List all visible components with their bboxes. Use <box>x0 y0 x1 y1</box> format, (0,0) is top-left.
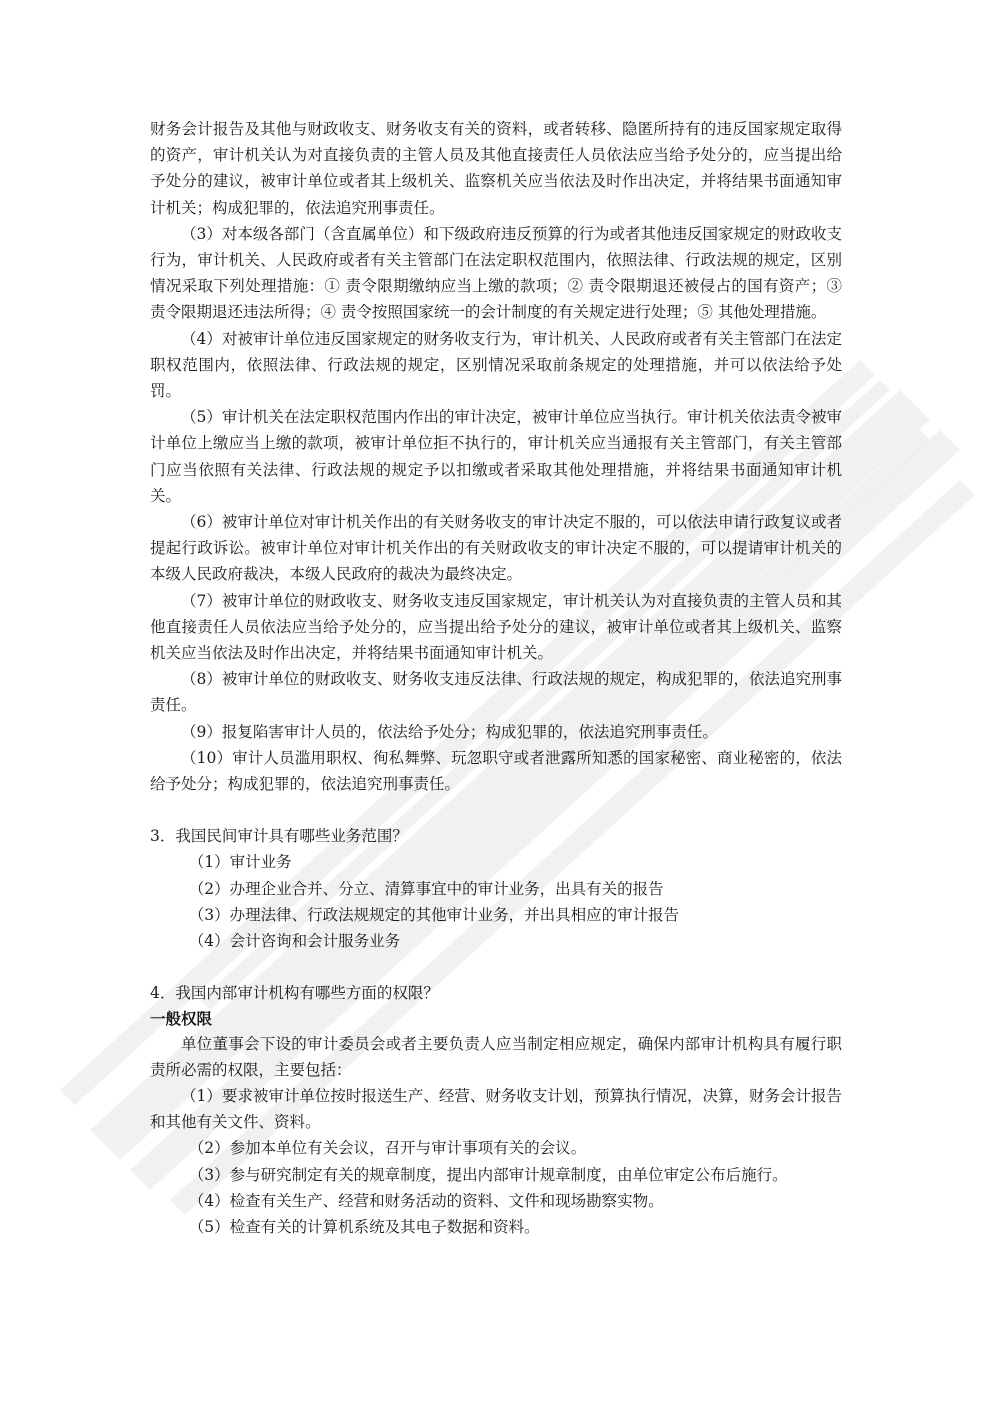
paragraph-q4-item-1: （1）要求被审计单位按时报送生产、经营、财务收支计划，预算执行情况，决算，财务会计报告和其他有关文件、资料。 <box>150 1086 842 1132</box>
paragraph-item-10: （10）审计人员滥用职权、徇私舞弊、玩忽职守或者泄露所知悉的国家秘密、商业秘密的，依法给予处分；构成犯罪的，依法追究刑事责任。 <box>150 748 842 794</box>
list-item: （2）参加本单位有关会议，召开与审计事项有关的会议。 <box>188 1139 587 1158</box>
paragraph-item-7: （7）被审计单位的财政收支、财务收支违反国家规定，审计机关认为对直接负责的主管人员和其他直接责任人员依法应当给予处分的，应当提出给予处分的建议，被审计单位或者其上级机关、监察机关应当依法及时作出决定，并将结果书面通知审计机关。 <box>150 591 842 663</box>
list-item: （1）审计业务 <box>188 853 292 872</box>
paragraph-general-intro: 单位董事会下设的审计委员会或者主要负责人应当制定相应规定，确保内部审计机构具有履行职责所必需的权限，主要包括： <box>150 1034 842 1079</box>
list-item: （3）办理法律、行政法规规定的其他审计业务，并出具相应的审计报告 <box>188 905 680 924</box>
spacer <box>150 954 842 980</box>
paragraph-item-8: （8）被审计单位的财政收支、财务收支违反法律、行政法规的规定，构成犯罪的，依法追究刑事责任。 <box>150 670 842 715</box>
paragraph-item-3: （3）对本级各部门（含直属单位）和下级政府违反预算的行为或者其他违反国家规定的财政收支行为，审计机关、人民政府或者有关主管部门在法定职权范围内，依照法律、行政法规的规定，区别情况采取下列处理措施：① 责令限期缴纳应当上缴的款项；② 责令限期退还被侵占的国有资产；③ 责令限期退还违法所得；④ 责令按照国家统一的会计制度的有关规定进行处理；⑤ 其他处理措施。 <box>150 224 842 322</box>
list-item: （2）办理企业合并、分立、清算事宜中的审计业务，出具有关的报告 <box>188 879 664 898</box>
section-heading-general-authority: 一般权限 <box>150 1009 213 1028</box>
question-4-title: 4．我国内部审计机构有哪些方面的权限？ <box>150 984 439 1003</box>
spacer <box>150 797 842 823</box>
paragraph-item-9: （9）报复陷害审计人员的，依法给予处分；构成犯罪的，依法追究刑事责任。 <box>181 722 718 741</box>
paragraph-item-6: （6）被审计单位对审计机关作出的有关财务收支的审计决定不服的，可以依法申请行政复议或者提起行政诉讼。被审计单位对审计机关作出的有关财政收支的审计决定不服的，可以提请审计机关的本级人民政府裁决，本级人民政府的裁决为最终决定。 <box>150 513 842 584</box>
paragraph-continuation: 财务会计报告及其他与财政收支、财务收支有关的资料，或者转移、隐匿所持有的违反国家规定取得的资产，审计机关认为对直接负责的主管人员及其他直接责任人员依法应当给予处分的，应当提出给予处分的建议，被审计单位或者其上级机关、监察机关应当依法及时作出决定，并将结果书面通知审计机关；构成犯罪的，依法追究刑事责任。 <box>150 120 842 217</box>
list-item: （3）参与研究制定有关的规章制度，提出内部审计规章制度，由单位审定公布后施行。 <box>188 1165 788 1184</box>
question-3-title: 3．我国民间审计具有哪些业务范围？ <box>150 827 408 846</box>
list-item: （4）检查有关生产、经营和财务活动的资料、文件和现场勘察实物。 <box>188 1191 664 1210</box>
document-body <box>150 116 842 1240</box>
list-item: （5）检查有关的计算机系统及其电子数据和资料。 <box>188 1217 540 1236</box>
list-item: （4）会计咨询和会计服务业务 <box>188 932 401 951</box>
paragraph-item-4: （4）对被审计单位违反国家规定的财务收支行为，审计机关、人民政府或者有关主管部门在法定职权范围内，依照法律、行政法规的规定，区别情况采取前条规定的处理措施，并可以依法给予处罚。 <box>150 329 842 401</box>
paragraph-item-5: （5）审计机关在法定职权范围内作出的审计决定，被审计单位应当执行。审计机关依法责令被审计单位上缴应当上缴的款项，被审计单位拒不执行的，审计机关应当通报有关主管部门，有关主管部门应当依照有关法律、行政法规的规定予以扣缴或者采取其他处理措施，并将结果书面通知审计机关。 <box>150 408 842 505</box>
